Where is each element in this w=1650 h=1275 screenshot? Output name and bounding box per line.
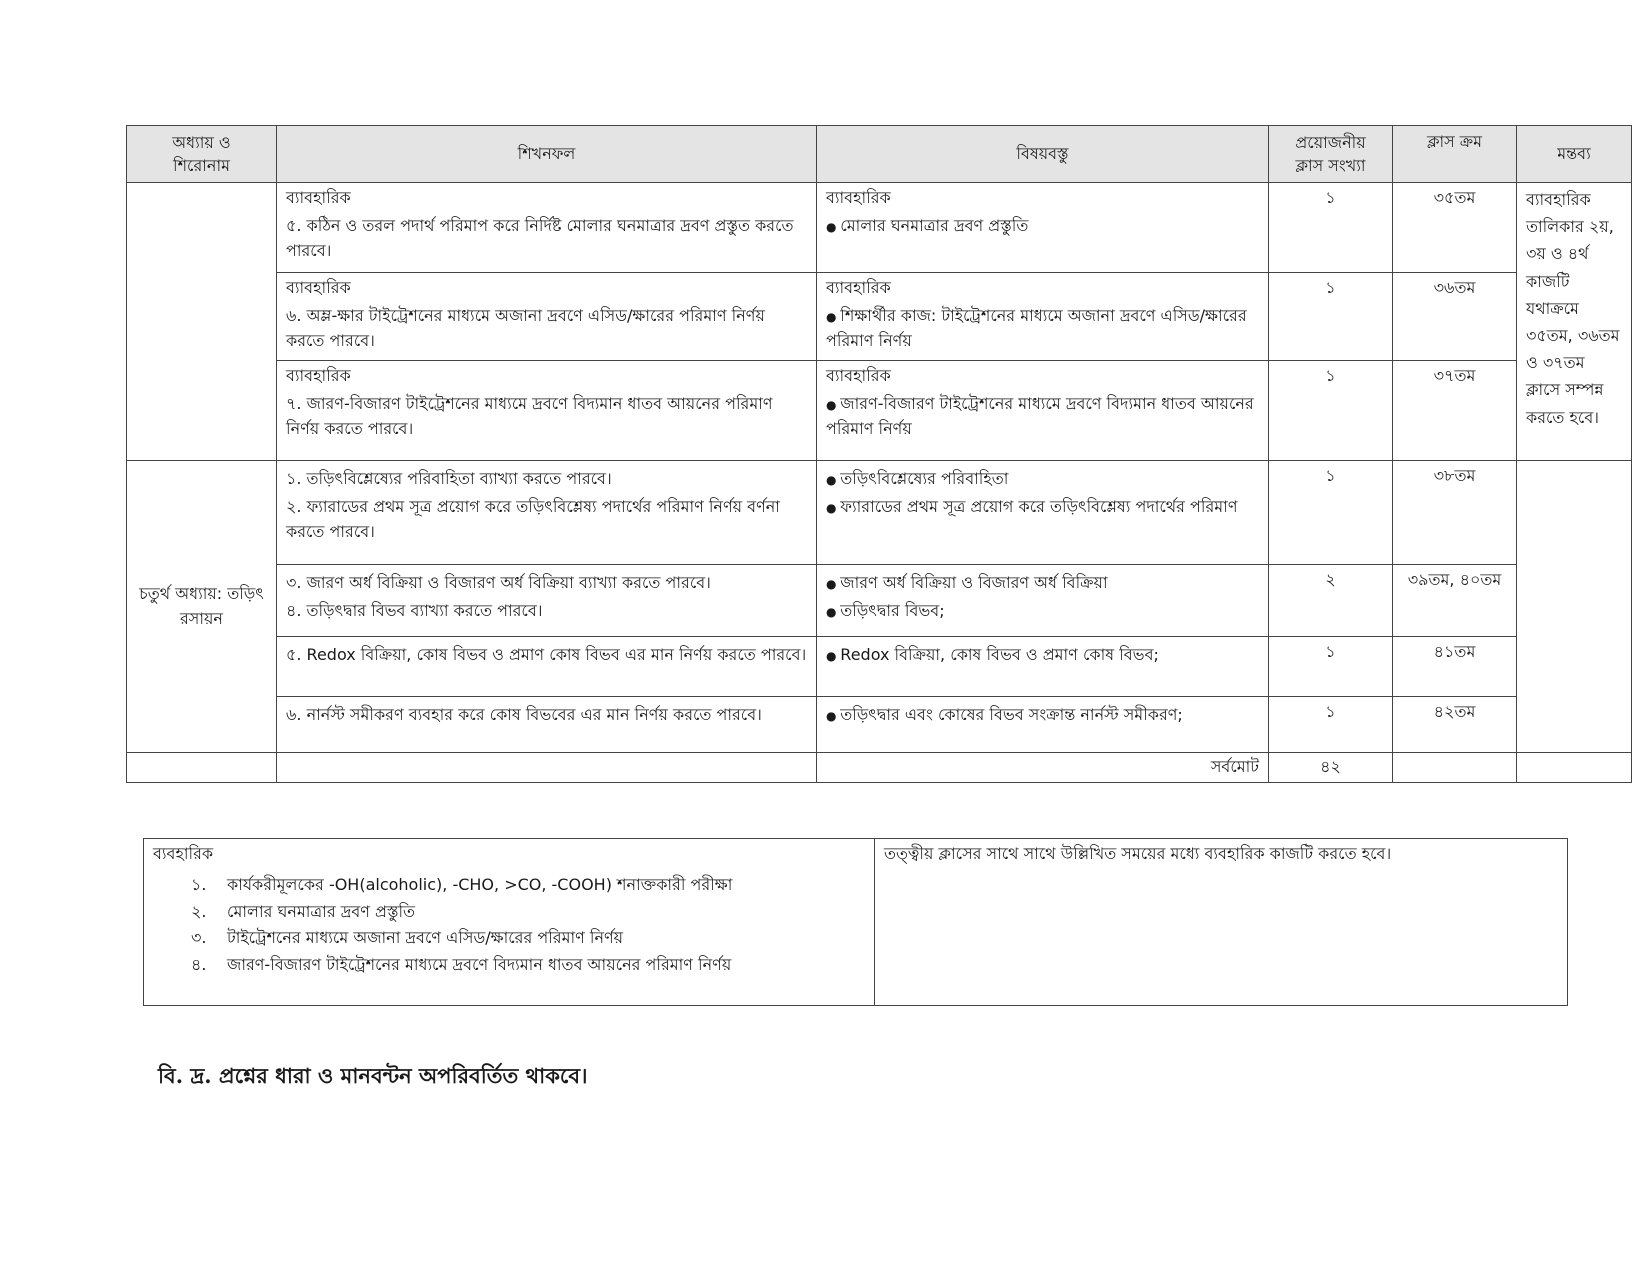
- order-cell: ৩৭তম: [1393, 361, 1517, 461]
- table-row: [127, 183, 1632, 273]
- chapter-title-cell: চতুর্থ অধ্যায়: তড়িৎ রসায়ন: [127, 461, 277, 753]
- total-value: ৪২: [1269, 753, 1393, 783]
- item-text: জারণ-বিজারণ টাইট্রেশনের মাধ্যমে দ্রবণে বিদ্যমান ধাতব আয়নের পরিমাণ নির্ণয়: [227, 955, 732, 975]
- outcome-cell: [277, 637, 817, 697]
- header-order: ক্লাস ক্রম: [1393, 126, 1517, 183]
- practical-list: [191, 873, 865, 978]
- outcome-text: ৬. অম্ল-ক্ষার টাইট্রেশনের মাধ্যমে অজানা দ্রবণে এসিড/ক্ষারের পরিমাণ নির্ণয় করতে পারবে।: [286, 305, 765, 350]
- header-content: বিষয়বস্তু: [817, 126, 1269, 183]
- order-cell: ৩৫তম: [1393, 183, 1517, 273]
- total-empty-cell: [1517, 753, 1632, 783]
- item-text: মোলার ঘনমাত্রার দ্রবণ প্রস্তুতি: [227, 901, 416, 921]
- outcome-text: ৫. কঠিন ও তরল পদার্থ পরিমাপ করে নির্দিষ্ট মোলার ঘনমাত্রার দ্রবণ প্রস্তুত করতে পারবে।: [286, 215, 794, 260]
- remarks-cell-empty: [1517, 461, 1632, 753]
- outcome-text: ১. তড়িৎবিশ্লেষ্যের পরিবাহিতা ব্যাখ্যা করতে পারবে।: [286, 469, 612, 488]
- outcome-text: ২. ফ্যারাডের প্রথম সূত্র প্রয়োগ করে তড়িৎবিশ্লেষ্য পদার্থের পরিমাণ নির্ণয় বর্ণনা করতে পারবে।: [286, 496, 780, 541]
- order-cell: ৩৬তম: [1393, 273, 1517, 361]
- classes-cell: ১: [1269, 361, 1393, 461]
- content-item: ● তড়িৎদ্বার এবং কোষের বিভব সংক্রান্ত নার্নস্ট সমীকরণ;: [826, 703, 1259, 728]
- content-item: ● তড়িৎবিশ্লেষ্যের পরিবাহিতা: [826, 467, 1259, 492]
- table-row: [127, 697, 1632, 753]
- footnote: বি. দ্র. প্রশ্নের ধারা ও মানবন্টন অপরিবর্তিত থাকবে।: [158, 1063, 588, 1088]
- outcome-text: ৫. Redox বিক্রিয়া, কোষ বিভব ও প্রমাণ কোষ বিভব এর মান নির্ণয় করতে পারবে।: [286, 645, 807, 664]
- total-label: সর্বমোট: [817, 753, 1269, 783]
- content-cell: [817, 697, 1269, 753]
- content-item: ● জারণ-বিজারণ টাইট্রেশনের মাধ্যমে দ্রবণে বিদ্যমান ধাতব আয়নের পরিমাণ নির্ণয়: [826, 392, 1259, 442]
- content-item: ● Redox বিক্রিয়া, কোষ বিভব ও প্রমাণ কোষ বিভব;: [826, 643, 1259, 668]
- content-label: ব্যাবহারিক: [826, 278, 891, 297]
- table-row: [127, 565, 1632, 637]
- content-label: ব্যাবহারিক: [826, 188, 891, 207]
- practical-title: ব্যবহারিক: [153, 844, 214, 863]
- classes-cell: ১: [1269, 461, 1393, 565]
- classes-cell: ১: [1269, 697, 1393, 753]
- outcome-cell: [277, 273, 817, 361]
- content-cell: [817, 361, 1269, 461]
- list-item: [191, 926, 865, 951]
- item-number: ১.: [191, 874, 207, 894]
- outcome-text: ৭. জারণ-বিজারণ টাইট্রেশনের মাধ্যমে দ্রবণে বিদ্যমান ধাতব আয়নের পরিমাণ নির্ণয় করতে পারবে।: [286, 393, 773, 438]
- table-row: [127, 361, 1632, 461]
- outcome-text: ৬. নার্নস্ট সমীকরণ ব্যবহার করে কোষ বিভবের এর মান নির্ণয় করতে পারবে।: [286, 705, 762, 724]
- content-cell: [817, 273, 1269, 361]
- header-chapter: অধ্যায় ও শিরোনাম: [127, 126, 277, 183]
- practical-instruction: তত্ত্বীয় ক্লাসের সাথে সাথে উল্লিখিত সময়ের মধ্যে ব্যবহারিক কাজটি করতে হবে।: [875, 839, 1568, 1006]
- header-classes: প্রয়োজনীয় ক্লাস সংখ্যা: [1269, 126, 1393, 183]
- outcome-cell: [277, 183, 817, 273]
- outcome-label: ব্যাবহারিক: [286, 366, 351, 385]
- header-remarks: মন্তব্য: [1517, 126, 1632, 183]
- content-item: ● ফ্যারাডের প্রথম সূত্র প্রয়োগ করে তড়িৎবিশ্লেষ্য পদার্থের পরিমাণ: [826, 495, 1259, 520]
- content-item: ● মোলার ঘনমাত্রার দ্রবণ প্রস্তুতি: [826, 214, 1259, 239]
- item-number: ৪.: [191, 955, 207, 975]
- header-row: [127, 126, 1632, 183]
- table-row: [127, 637, 1632, 697]
- content-label: ব্যাবহারিক: [826, 366, 891, 385]
- order-cell: ৩৮তম: [1393, 461, 1517, 565]
- content-item: ● শিক্ষার্থীর কাজ: টাইট্রেশনের মাধ্যমে অজানা দ্রবণে এসিড/ক্ষারের পরিমাণ নির্ণয়: [826, 304, 1259, 354]
- header-outcome: শিখনফল: [277, 126, 817, 183]
- outcome-text: ৪. তড়িৎদ্বার বিভব ব্যাখ্যা করতে পারবে।: [286, 600, 543, 620]
- table-row: [127, 273, 1632, 361]
- content-cell: [817, 565, 1269, 637]
- outcome-cell: [277, 565, 817, 637]
- total-empty-cell: [1393, 753, 1517, 783]
- order-cell: ৩৯তম, ৪০তম: [1393, 565, 1517, 637]
- total-empty-cell: [127, 753, 277, 783]
- order-cell: ৪২তম: [1393, 697, 1517, 753]
- total-empty-cell: [277, 753, 817, 783]
- outcome-cell: [277, 461, 817, 565]
- outcome-label: ব্যাবহারিক: [286, 188, 351, 207]
- list-item: [191, 873, 865, 898]
- content-item: ● জারণ অর্ধ বিক্রিয়া ও বিজারণ অর্ধ বিক্রিয়া: [826, 571, 1259, 596]
- chapter-cell-empty: [127, 183, 277, 461]
- list-item: [191, 953, 865, 978]
- total-row: [127, 753, 1632, 783]
- content-cell: [817, 461, 1269, 565]
- item-number: ৩.: [191, 928, 207, 948]
- practical-list-cell: [144, 839, 875, 1006]
- practical-box: [143, 838, 1568, 1006]
- outcome-text: ৩. জারণ অর্ধ বিক্রিয়া ও বিজারণ অর্ধ বিক্রিয়া ব্যাখ্যা করতে পারবে।: [286, 573, 711, 592]
- remarks-cell: ব্যাবহারিক তালিকার ২য়, ৩য় ও ৪র্থ কাজটি যথাক্রমে ৩৫তম, ৩৬তম ও ৩৭তম ক্লাসে সম্পন্ন করতে হবে।: [1517, 183, 1632, 461]
- content-cell: [817, 183, 1269, 273]
- item-text: কার্যকরীমূলকের -OH(alcoholic), -CHO, >CO, -COOH) শনাক্তকারী পরীক্ষা: [227, 874, 733, 894]
- outcome-label: ব্যাবহারিক: [286, 278, 351, 297]
- content-cell: [817, 637, 1269, 697]
- syllabus-table: [126, 125, 1632, 783]
- classes-cell: ১: [1269, 183, 1393, 273]
- content-item: ● তড়িৎদ্বার বিভব;: [826, 599, 1259, 624]
- item-text: টাইট্রেশনের মাধ্যমে অজানা দ্রবণে এসিড/ক্ষারের পরিমাণ নির্ণয়: [227, 928, 624, 948]
- item-number: ২.: [191, 901, 207, 921]
- list-item: [191, 900, 865, 925]
- classes-cell: ২: [1269, 565, 1393, 637]
- order-cell: ৪১তম: [1393, 637, 1517, 697]
- table-row: [127, 461, 1632, 565]
- outcome-cell: [277, 361, 817, 461]
- classes-cell: ১: [1269, 637, 1393, 697]
- outcome-cell: [277, 697, 817, 753]
- classes-cell: ১: [1269, 273, 1393, 361]
